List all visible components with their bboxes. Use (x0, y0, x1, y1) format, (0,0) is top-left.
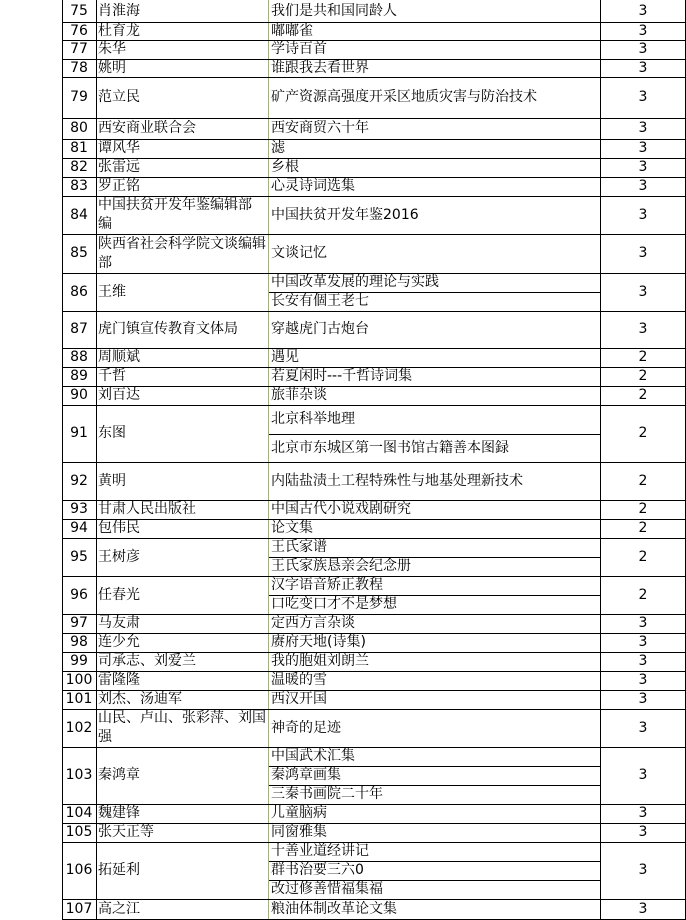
row-number: 99 (70, 653, 88, 669)
row-number: 103 (65, 767, 93, 783)
book-title: 若夏闲时---千哲诗词集 (271, 368, 413, 384)
row-number: 75 (70, 3, 88, 19)
author-cell: 虎门镇宣传教育文体局 (98, 321, 238, 337)
row-number: 101 (65, 691, 93, 707)
book-title: 谁跟我去看世界 (271, 60, 369, 76)
row-number: 105 (65, 824, 93, 840)
book-title: 王氏家谱 (271, 539, 327, 555)
quantity-cell: 3 (638, 120, 648, 136)
book-title: 儿童脑病 (271, 805, 327, 821)
quantity-cell: 3 (638, 615, 648, 631)
author-cell: 包伟民 (98, 520, 140, 536)
row-number: 92 (70, 473, 88, 489)
quantity-cell: 3 (638, 321, 648, 337)
author-cell: 连少允 (98, 634, 140, 650)
book-title: 改过修善惜福集福 (271, 881, 383, 897)
quantity-cell: 3 (638, 159, 648, 175)
quantity-cell: 3 (638, 41, 648, 57)
quantity-cell: 3 (638, 720, 648, 736)
row-number: 81 (70, 140, 88, 156)
book-title: 群书治要三六0 (271, 862, 364, 878)
quantity-cell: 2 (638, 387, 648, 403)
author-cell: 罗正铭 (98, 178, 140, 194)
row-number: 89 (70, 368, 88, 384)
book-title: 定西方言杂谈 (271, 615, 355, 631)
row-number: 102 (65, 720, 93, 736)
quantity-cell: 3 (638, 824, 648, 840)
quantity-cell: 3 (638, 284, 648, 300)
row-number: 82 (70, 159, 88, 175)
title-divider (269, 434, 600, 435)
quantity-cell: 3 (638, 178, 648, 194)
title-cell (269, 538, 600, 576)
row-number: 83 (70, 178, 88, 194)
book-title: 中国改革发展的理论与实践 (271, 274, 439, 290)
title-cell (269, 633, 600, 652)
row-number: 97 (70, 615, 88, 631)
title-cell (269, 899, 600, 920)
author-cell: 王树彦 (98, 549, 140, 565)
row-number: 78 (70, 60, 88, 76)
book-title: 我的胞姐刘朗兰 (271, 653, 369, 669)
title-cell (269, 386, 600, 405)
author-cell: 周顺斌 (98, 349, 140, 365)
title-divider (269, 292, 600, 293)
title-cell (269, 196, 600, 234)
book-title: 赓府天地(诗集) (271, 634, 366, 650)
author-cell: 范立民 (98, 89, 140, 105)
row-number: 91 (70, 425, 88, 441)
author-cell: 陕西省社会科学院文谈编辑部 (98, 235, 266, 271)
title-cell (269, 118, 600, 139)
quantity-cell: 3 (638, 140, 648, 156)
quantity-cell: 3 (638, 23, 648, 39)
author-cell: 马友肃 (98, 615, 140, 631)
title-cell (269, 804, 600, 823)
author-cell: 甘肃人民出版社 (98, 501, 196, 517)
title-cell (269, 311, 600, 348)
title-cell (269, 40, 600, 59)
row-number: 76 (70, 23, 88, 39)
title-cell (269, 500, 600, 519)
title-cell (269, 576, 600, 614)
title-cell (269, 519, 600, 538)
book-title: 乡根 (271, 159, 299, 175)
book-title: 北京科举地理 (271, 411, 355, 427)
author-cell: 任春光 (98, 587, 140, 603)
row-number: 87 (70, 321, 88, 337)
quantity-cell: 2 (638, 501, 648, 517)
book-title: 西汉开国 (271, 691, 327, 707)
author-cell: 魏建锋 (98, 805, 140, 821)
row-number: 106 (65, 862, 93, 878)
quantity-cell: 3 (638, 207, 648, 223)
quantity-cell: 3 (638, 634, 648, 650)
book-title: 西安商贸六十年 (271, 120, 369, 136)
book-title: 中国武术汇集 (271, 748, 355, 764)
book-title: 中国古代小说戏剧研究 (271, 501, 411, 517)
row-number: 90 (70, 387, 88, 403)
quantity-cell: 2 (638, 520, 648, 536)
author-cell: 张雷远 (98, 159, 140, 175)
book-title: 我们是共和国同龄人 (271, 3, 397, 19)
title-cell (269, 614, 600, 633)
title-cell (269, 842, 600, 899)
author-cell: 山民、卢山、张彩萍、刘国强 (98, 710, 266, 745)
book-title: 内陆盐渍土工程特殊性与地基处理新技术 (271, 473, 523, 489)
row-number: 79 (70, 89, 88, 105)
quantity-cell: 3 (638, 672, 648, 688)
book-title: 同窗雅集 (271, 824, 327, 840)
author-cell: 中国扶贫开发年鉴编辑部 编 (98, 197, 252, 232)
quantity-cell: 3 (638, 245, 648, 261)
author-cell: 刘百达 (98, 387, 140, 403)
author-cell: 司承志、刘爱兰 (98, 653, 196, 669)
author-cell: 杜育龙 (98, 23, 140, 39)
author-cell: 西安商业联合会 (98, 120, 196, 136)
quantity-cell: 3 (638, 89, 648, 105)
book-title: 遇见 (271, 349, 299, 365)
quantity-cell: 2 (638, 473, 648, 489)
row-number: 85 (70, 245, 88, 261)
quantity-cell: 3 (638, 805, 648, 821)
author-cell: 高之江 (98, 901, 140, 917)
quantity-cell: 2 (638, 587, 648, 603)
row-number: 104 (65, 805, 93, 821)
book-title: 心灵诗词选集 (271, 178, 355, 194)
quantity-cell: 2 (638, 425, 648, 441)
row-number: 100 (65, 672, 93, 688)
row-number: 84 (70, 207, 88, 223)
quantity-cell: 3 (638, 862, 648, 878)
author-cell: 朱华 (98, 41, 126, 57)
title-cell (269, 367, 600, 386)
title-cell (269, 348, 600, 367)
author-cell: 千哲 (98, 368, 126, 384)
title-cell (269, 22, 600, 40)
book-title: 汉字语音矫正教程 (271, 577, 383, 593)
author-cell: 张天正等 (98, 824, 154, 840)
book-title: 嘟嘟雀 (271, 23, 313, 39)
title-cell (269, 405, 600, 462)
quantity-cell: 3 (638, 767, 648, 783)
book-title: 北京市东城区第一图书馆古籍善本图録 (271, 439, 509, 456)
author-cell: 雷隆隆 (98, 672, 140, 688)
book-title: 文谈记忆 (271, 245, 327, 261)
title-cell (269, 0, 600, 22)
book-title: 秦鸿章画集 (271, 767, 341, 783)
quantity-cell: 3 (638, 691, 648, 707)
book-title: 论文集 (271, 520, 313, 536)
title-cell (269, 690, 600, 709)
title-cell (269, 709, 600, 747)
row-number: 98 (70, 634, 88, 650)
title-divider (269, 557, 600, 558)
title-cell (269, 234, 600, 273)
title-divider (269, 595, 600, 596)
book-title: 中国扶贫开发年鉴2016 (271, 207, 419, 223)
book-title: 穿越虎门古炮台 (271, 321, 369, 337)
title-divider (269, 785, 600, 786)
quantity-cell: 3 (638, 901, 648, 917)
author-cell: 黄明 (98, 473, 126, 489)
quantity-cell: 3 (638, 60, 648, 76)
row-number: 95 (70, 549, 88, 565)
title-cell (269, 671, 600, 690)
title-divider (269, 766, 600, 767)
title-cell (269, 158, 600, 177)
quantity-cell: 2 (638, 549, 648, 565)
book-title: 三秦书画院二十年 (271, 786, 383, 802)
author-cell: 拓延利 (98, 862, 140, 878)
row-number: 93 (70, 501, 88, 517)
row-number: 77 (70, 41, 88, 57)
author-cell: 王维 (98, 284, 126, 300)
book-title: 十善业道经讲记 (271, 843, 369, 859)
title-cell (269, 747, 600, 804)
title-cell (269, 77, 600, 118)
author-cell: 秦鸿章 (98, 767, 140, 783)
quantity-cell: 3 (638, 3, 648, 19)
book-title: 矿产资源高强度开采区地质灾害与防治技术 (271, 89, 537, 105)
book-title: 温暖的雪 (271, 672, 327, 688)
book-title: 王氏家族恳亲会纪念册 (271, 558, 411, 574)
title-cell (269, 59, 600, 77)
book-title: 神奇的足迹 (271, 720, 341, 736)
author-cell: 东图 (98, 425, 126, 441)
author-cell: 肖淮海 (98, 3, 140, 19)
book-title: 滤 (271, 140, 285, 156)
row-number: 96 (70, 587, 88, 603)
author-cell: 谭风华 (98, 140, 140, 156)
row-number: 107 (65, 901, 93, 917)
book-title: 学诗百首 (271, 41, 327, 57)
book-title: 粮油体制改革论文集 (271, 901, 397, 917)
title-divider (269, 861, 600, 862)
row-number: 86 (70, 284, 88, 300)
quantity-cell: 2 (638, 349, 648, 365)
title-cell (269, 139, 600, 158)
title-cell (269, 823, 600, 842)
book-title: 旅菲杂谈 (271, 387, 327, 403)
quantity-cell: 2 (638, 368, 648, 384)
quantity-cell: 3 (638, 653, 648, 669)
book-title: 口吃变口才不是梦想 (271, 596, 397, 612)
title-cell (269, 177, 600, 196)
author-cell: 姚明 (98, 60, 126, 76)
author-cell: 刘杰、汤迪军 (98, 691, 182, 707)
title-cell (269, 273, 600, 311)
row-number: 88 (70, 349, 88, 365)
row-number: 80 (70, 120, 88, 136)
book-title: 长安有個王老七 (271, 293, 369, 309)
title-cell (269, 462, 600, 500)
title-divider (269, 880, 600, 881)
row-number: 94 (70, 520, 88, 536)
title-cell (269, 652, 600, 671)
